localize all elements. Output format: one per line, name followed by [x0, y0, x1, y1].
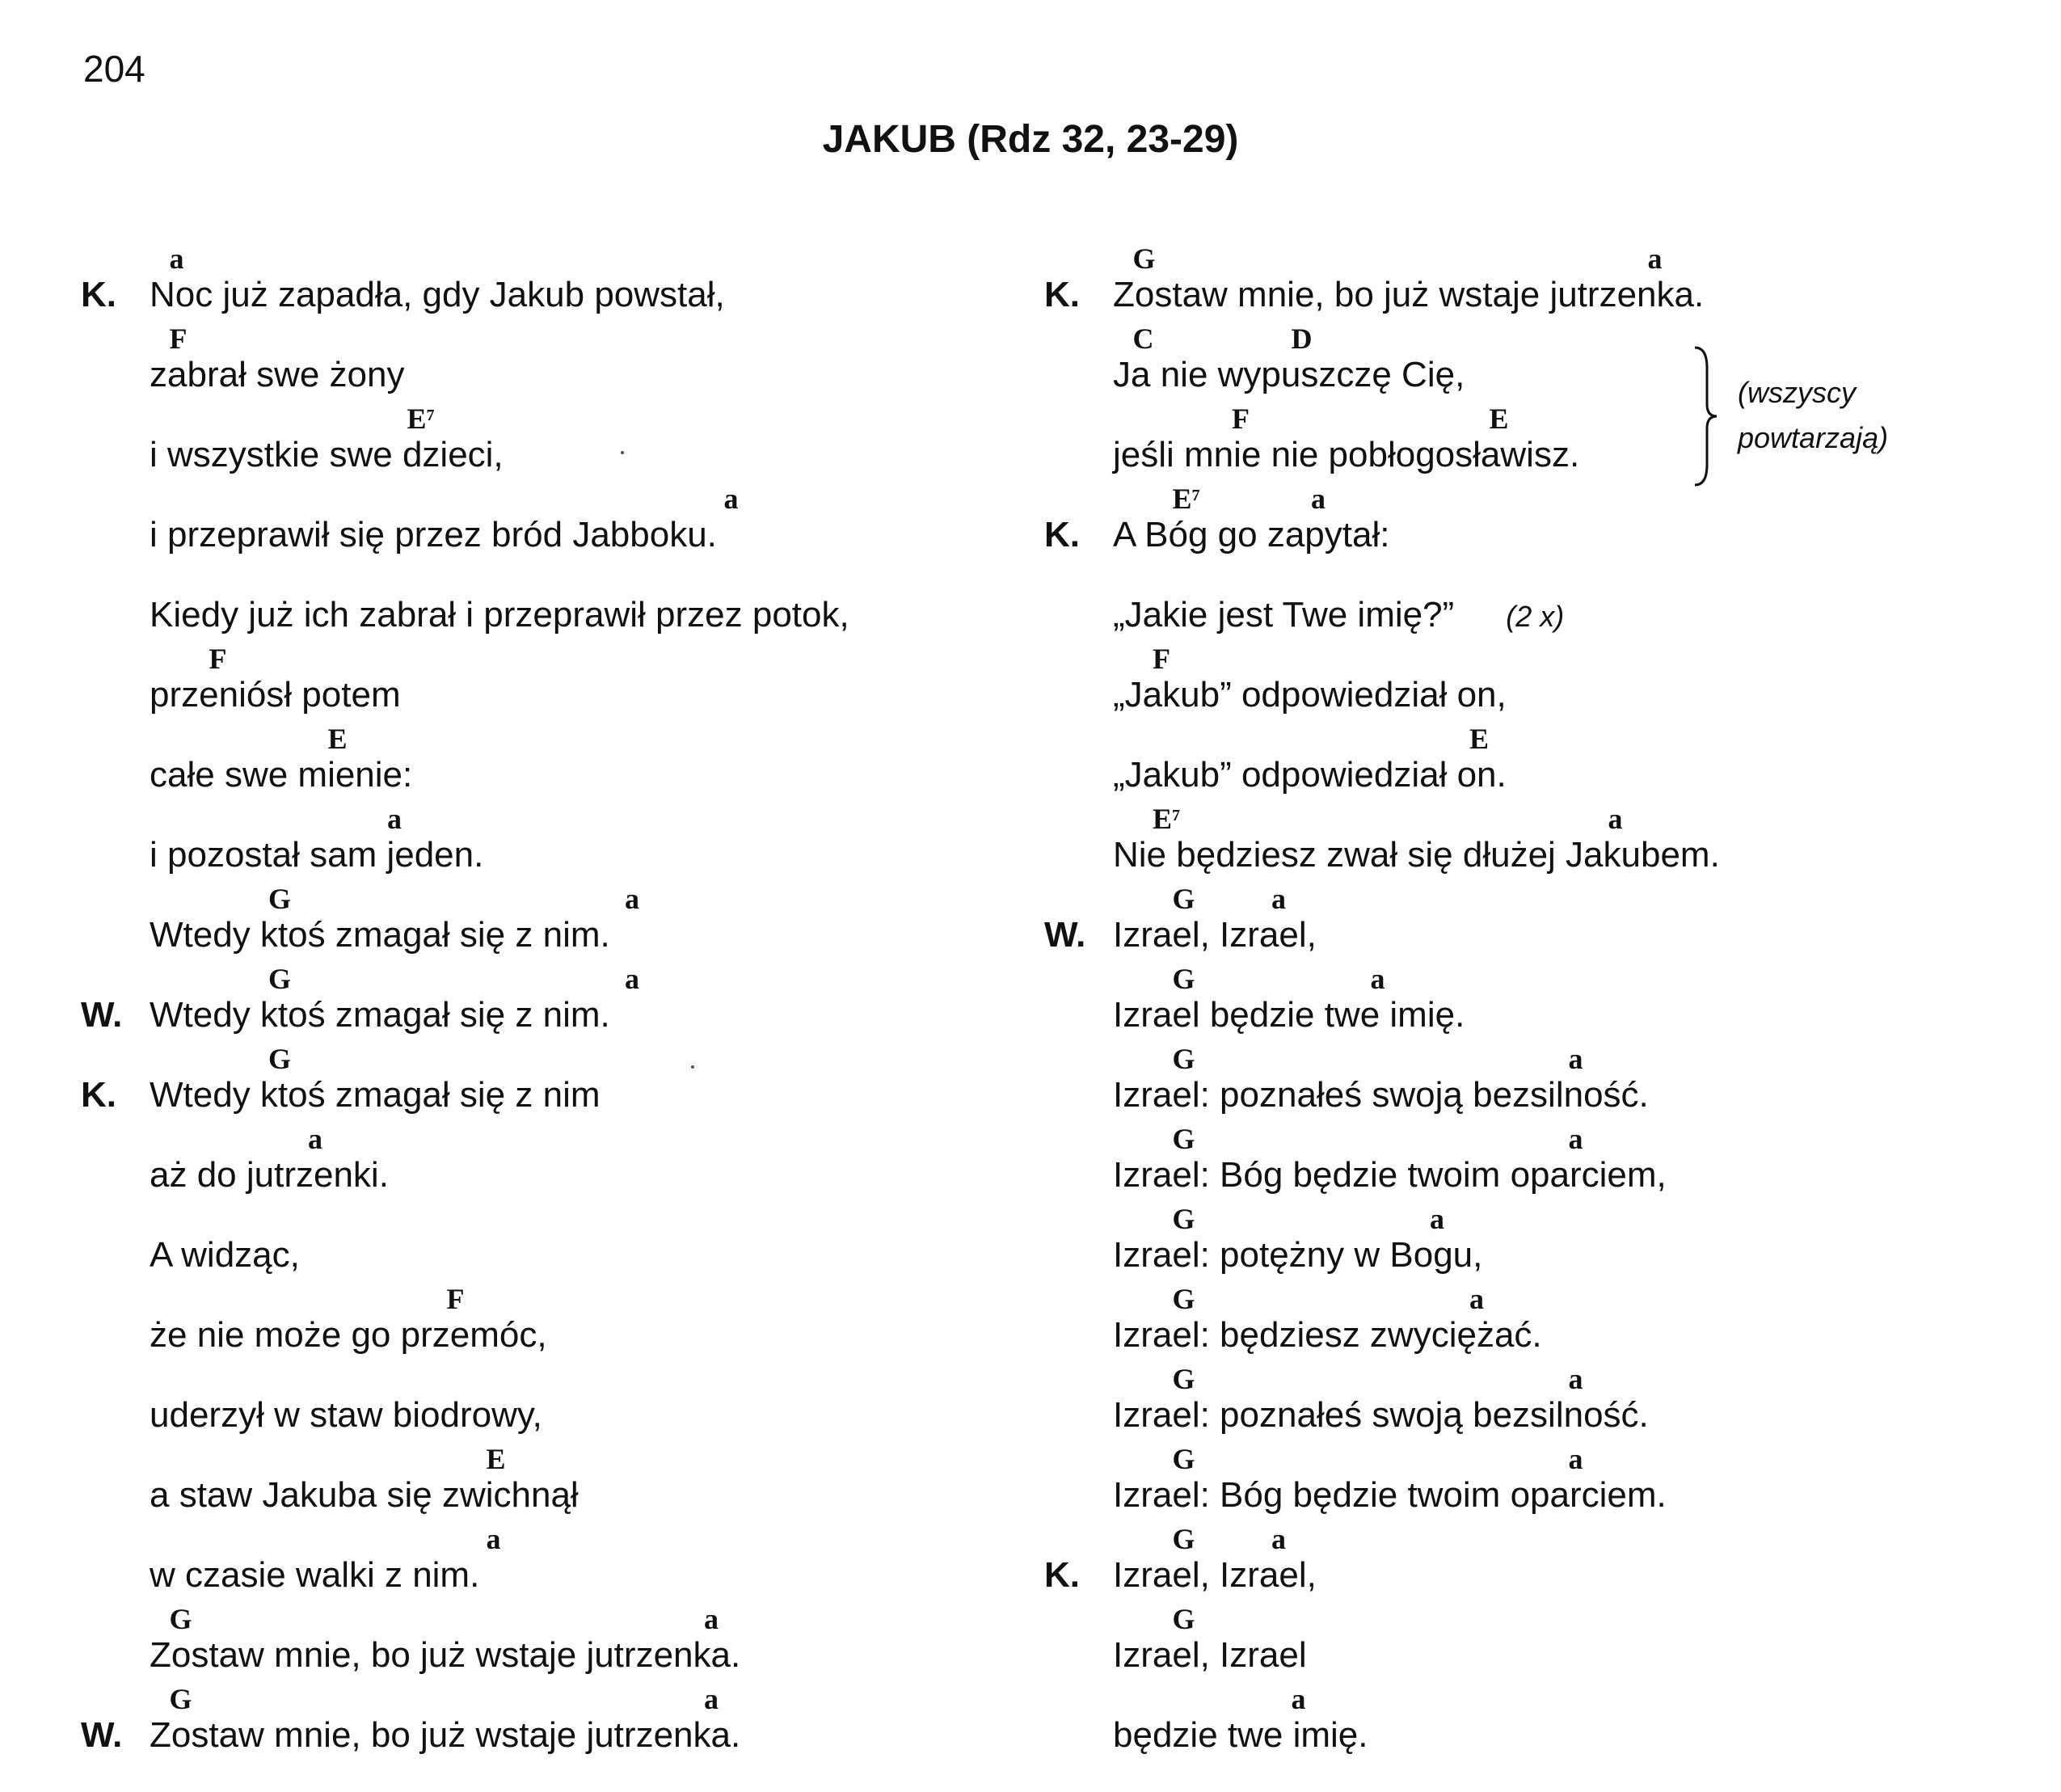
chord-symbol: G — [1172, 1203, 1195, 1235]
lyric-text: A Bóg go zapytał: — [1113, 515, 1390, 554]
lyric-text: zabrał swe żony — [150, 355, 405, 394]
chord-symbol: E — [327, 723, 348, 755]
lyric-line — [1044, 1203, 1933, 1283]
chord-symbol: $E^7$ — [407, 403, 435, 435]
lyric-line — [1044, 1523, 1933, 1603]
role-marker: W. — [1044, 915, 1086, 955]
lyric-line — [81, 1523, 970, 1603]
lyric-text: Zostaw mnie, bo już wstaje jutrzenka. — [1113, 275, 1705, 314]
chord-symbol: F — [446, 1283, 465, 1315]
lyric-line — [81, 723, 970, 803]
lyric-text: Izrael: poznałeś swoją bezsilność. — [1113, 1395, 1649, 1435]
lyric-line — [81, 1683, 970, 1763]
lyric-line — [81, 1283, 970, 1363]
lyric-text: „Jakie jest Twe imię?” (2 x) — [1113, 595, 1565, 635]
role-marker: K. — [1044, 275, 1080, 314]
song-title: JAKUB (Rdz 32, 23-29) — [822, 118, 1239, 161]
repeat-count-note: (2 x) — [1506, 600, 1565, 633]
lyric-text: Wtedy ktoś zmagał się z nim. — [150, 995, 610, 1035]
left-column — [81, 242, 970, 1763]
lyric-text: Zostaw mnie, bo już wstaje jutrzenka. — [150, 1635, 741, 1675]
lyric-line — [81, 1043, 970, 1123]
scan-speck — [691, 1065, 694, 1069]
lyric-text: Izrael: Bóg będzie twoim oparciem. — [1113, 1475, 1667, 1515]
lyric-text: w czasie walki z nim. — [150, 1555, 480, 1595]
page-number: 204 — [83, 48, 145, 90]
lyric-line — [81, 883, 970, 963]
role-marker: K. — [1044, 1555, 1080, 1595]
lyric-line — [81, 1603, 970, 1683]
chord-symbol: a — [1568, 1043, 1583, 1075]
lyric-line — [81, 403, 970, 483]
lyric-line — [1044, 643, 1933, 723]
lyric-text: i pozostał sam jeden. — [150, 835, 484, 875]
lyric-text: Zostaw mnie, bo już wstaje jutrzenka. — [150, 1715, 741, 1755]
lyric-text: że nie może go przemóc, — [150, 1315, 547, 1355]
chord-symbol: a — [486, 1523, 501, 1555]
lyric-line — [81, 803, 970, 883]
lyric-line — [81, 323, 970, 403]
lyric-line — [1044, 483, 1933, 563]
chord-symbol: G — [1172, 1443, 1195, 1475]
lyric-line — [1044, 963, 1933, 1043]
lyric-line — [1044, 242, 1933, 323]
lyric-text: Noc już zapadła, gdy Jakub powstał, — [150, 275, 725, 314]
chord-superscript: 7 — [1172, 807, 1181, 824]
chord-symbol: G — [268, 883, 292, 915]
chord-symbol: G — [1172, 1283, 1195, 1315]
chord-symbol: F — [169, 323, 188, 355]
chord-symbol: F — [1153, 643, 1170, 675]
chord-symbol: G — [1172, 1043, 1195, 1075]
chord-symbol: a — [169, 242, 184, 275]
lyric-line — [1044, 803, 1933, 883]
lyric-text: Izrael: potężny w Bogu, — [1113, 1235, 1483, 1275]
right-column — [1044, 242, 1933, 1763]
lyric-line — [1044, 1283, 1933, 1363]
lyric-text: uderzył w staw biodrowy, — [150, 1395, 542, 1435]
chord-symbol: G — [1172, 963, 1195, 995]
chord-symbol: $E^7$ — [1172, 483, 1200, 515]
lyric-line — [1044, 1603, 1933, 1683]
chord-symbol: a — [387, 803, 402, 835]
lyric-line — [81, 643, 970, 723]
chord-symbol: a — [1430, 1203, 1444, 1235]
chord-symbol: a — [1568, 1123, 1583, 1155]
lyric-text: i wszystkie swe dzieci, — [150, 435, 504, 474]
role-marker: W. — [81, 1715, 123, 1755]
lyric-line — [81, 1203, 970, 1283]
chord-symbol: G — [1132, 242, 1156, 275]
lyric-line — [81, 242, 970, 323]
repeat-note — [1738, 370, 1888, 461]
chord-symbol: a — [704, 1603, 719, 1635]
lyric-text: Kiedy już ich zabrał i przeprawił przez potok, — [150, 595, 849, 635]
scan-speck — [621, 451, 624, 454]
chord-symbol: a — [704, 1683, 719, 1715]
chord-symbol: F — [209, 643, 227, 675]
chord-symbol: G — [1172, 1523, 1195, 1555]
chord-symbol: a — [723, 483, 739, 515]
chord-symbol: G — [169, 1683, 192, 1715]
chord-symbol: F — [1232, 403, 1250, 435]
chord-symbol: a — [1568, 1443, 1583, 1475]
lyric-text: Izrael: poznałeś swoją bezsilność. — [1113, 1075, 1649, 1115]
chord-symbol: G — [1172, 883, 1195, 915]
chord-symbol: G — [268, 1043, 292, 1075]
lyric-text: Nie będziesz zwał się dłużej Jakubem. — [1113, 835, 1720, 875]
lyric-text: Izrael, Izrael — [1113, 1635, 1307, 1675]
lyric-line — [1044, 1683, 1933, 1763]
lyric-text: Ja nie wypuszczę Cię, — [1113, 355, 1465, 394]
chord-symbol: a — [1469, 1283, 1484, 1315]
role-marker: W. — [81, 995, 123, 1035]
lyric-text: Izrael: będziesz zwyciężać. — [1113, 1315, 1542, 1355]
chord-symbol: a — [1608, 803, 1623, 835]
lyric-line — [81, 1123, 970, 1203]
lyric-line — [1044, 1043, 1933, 1123]
lyric-text: „Jakub” odpowiedział on, — [1113, 675, 1507, 715]
lyric-text: Izrael, Izrael, — [1113, 1555, 1317, 1595]
lyric-text: Izrael, Izrael, — [1113, 915, 1317, 955]
lyric-text: i przeprawił się przez bród Jabboku. — [150, 515, 717, 554]
lyric-line — [1044, 1363, 1933, 1443]
lyric-text: „Jakub” odpowiedział on. — [1113, 755, 1507, 795]
lyric-text: A widząc, — [150, 1235, 300, 1275]
lyric-line — [1044, 1123, 1933, 1203]
lyric-line — [1044, 1443, 1933, 1523]
lyric-line — [1044, 723, 1933, 803]
chord-symbol: G — [1172, 1123, 1195, 1155]
chord-symbol: G — [268, 963, 292, 995]
chord-symbol: a — [625, 963, 639, 995]
lyric-text: Izrael będzie twe imię. — [1113, 995, 1465, 1035]
repeat-note-line-1: (wszyscy — [1738, 376, 1856, 409]
chord-symbol: a — [1271, 883, 1286, 915]
chord-symbol: a — [1271, 1523, 1286, 1555]
lyric-line — [1044, 883, 1933, 963]
chord-symbol: C — [1132, 323, 1154, 355]
chord-superscript: 7 — [1191, 487, 1200, 504]
chord-symbol: a — [625, 883, 639, 915]
lyric-text: a staw Jakuba się zwichnął — [150, 1475, 579, 1515]
lyric-text: jeśli mnie nie pobłogosławisz. — [1113, 435, 1580, 474]
chord-superscript: 7 — [426, 407, 435, 424]
chord-symbol: E — [486, 1443, 506, 1475]
lyric-line — [81, 563, 970, 643]
lyric-text: będzie twe imię. — [1113, 1715, 1368, 1755]
lyric-text: aż do jutrzenki. — [150, 1155, 389, 1195]
chord-symbol: a — [1647, 242, 1663, 275]
lyric-line — [81, 963, 970, 1043]
chord-symbol: E — [1489, 403, 1509, 435]
repeat-brace — [1691, 344, 1739, 489]
lyric-text: całe swe mienie: — [150, 755, 413, 795]
role-marker: K. — [1044, 515, 1080, 554]
role-marker: K. — [81, 275, 116, 314]
lyric-text: Izrael: Bóg będzie twoim oparciem, — [1113, 1155, 1667, 1195]
lyric-line — [81, 1363, 970, 1443]
role-marker: K. — [81, 1075, 116, 1115]
chord-symbol: D — [1291, 323, 1313, 355]
lyric-line — [81, 1443, 970, 1523]
chord-symbol: a — [308, 1123, 322, 1155]
lyric-text: Wtedy ktoś zmagał się z nim — [150, 1075, 601, 1115]
chord-symbol: G — [169, 1603, 192, 1635]
chord-symbol: E — [1469, 723, 1490, 755]
chord-symbol: $E^7$ — [1153, 803, 1181, 835]
chord-symbol: a — [1370, 963, 1385, 995]
lyric-line — [1044, 563, 1933, 643]
lyric-text: Wtedy ktoś zmagał się z nim. — [150, 915, 610, 955]
chord-symbol: a — [1568, 1363, 1583, 1395]
repeat-note-line-2: powtarzają) — [1738, 421, 1889, 454]
lyric-text: przeniósł potem — [150, 675, 401, 715]
chord-symbol: a — [1291, 1683, 1306, 1715]
lyric-line — [81, 483, 970, 563]
chord-symbol: G — [1172, 1363, 1195, 1395]
chord-symbol: a — [1311, 483, 1326, 515]
chord-symbol: G — [1172, 1603, 1195, 1635]
